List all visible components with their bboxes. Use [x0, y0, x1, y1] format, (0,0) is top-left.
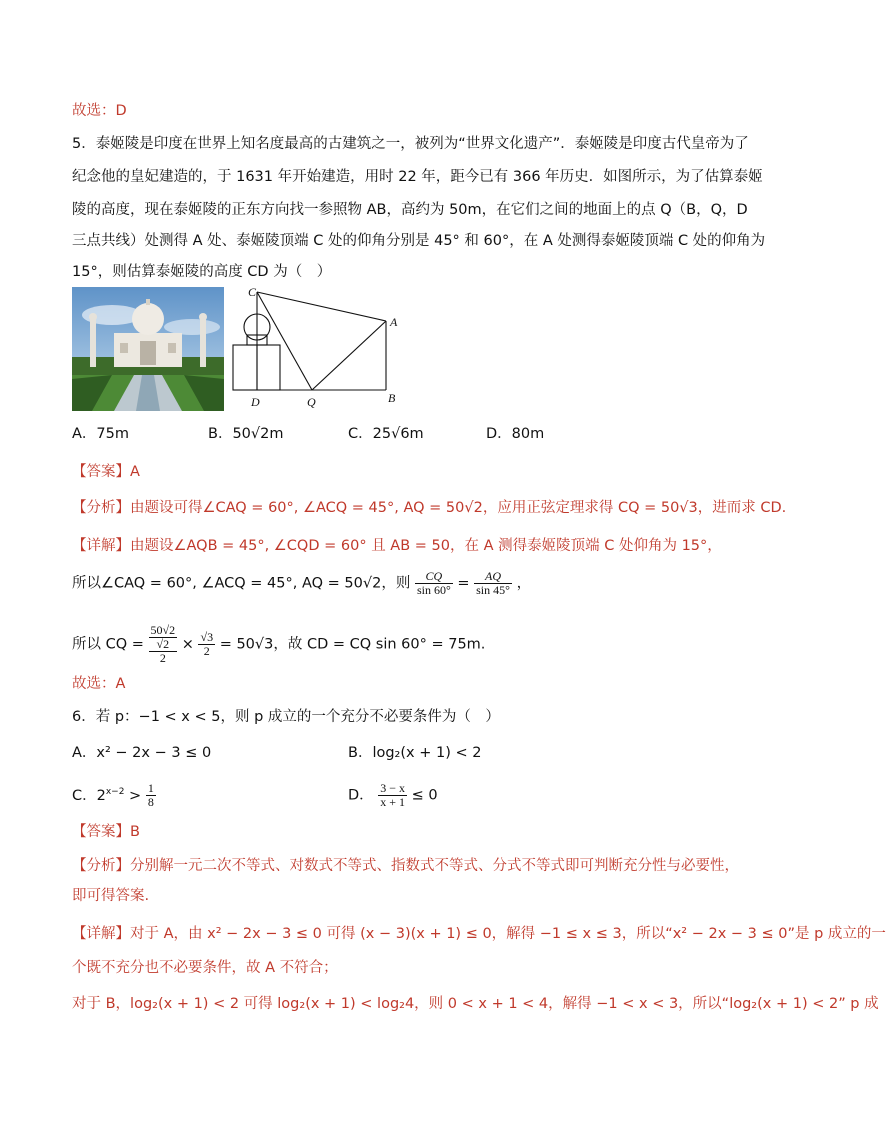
q5-option-c: C．25√6m — [348, 426, 424, 442]
fraction-aq-sin45: $\frac{AQ}{\sin 45^\circ}$ — [476, 569, 510, 597]
label-c: C — [248, 285, 257, 299]
q6-option-d: D． $\frac{3 - x}{x + 1}$ ≤ 0 — [348, 781, 438, 809]
detail-text: 由题设∠AQB = 45°, ∠CQD = 60° 且 AB = 50，在 A 测得泰姬陵顶端 C 处仰角为 15°， — [130, 538, 722, 554]
prev-answer: 故选：D — [72, 103, 127, 119]
q5-line4: 三点共线）处测得 A 处、泰姬陵顶端 C 处的仰角分别是 45° 和 60°，在 A 处测得泰姬陵顶端 C 处的仰角为 — [72, 233, 766, 249]
q5-line3: 陵的高度，现在泰姬陵的正东方向找一参照物 AB，高约为 50m，在它们之间的地面上的点 Q（B，Q，D — [72, 202, 748, 218]
segment-ca — [257, 292, 386, 321]
q6-option-c: C．$2^{x-2}$ > $\frac{1}{8}$ — [72, 781, 154, 810]
q5-line5: 15°，则估算泰姬陵的高度 CD 为（ ） — [72, 264, 332, 280]
q6-option-a: A．x² − 2x − 3 ≤ 0 — [72, 745, 212, 761]
q6-detail-line1: 【详解】对于 A，由 x² − 2x − 3 ≤ 0 可得 (x − 3)(x + 1) ≤ 0，解得 −1 ≤ x ≤ 3，所以“x² − 2x − 3 ≤ 0”是 p 成立的一 — [72, 926, 886, 942]
q6-stem: 6．若 p：−1 < x < 5，则 p 成立的一个充分不必要条件为（ ） — [72, 709, 500, 725]
q6-detail-line2: 个既不充分也不必要条件，故 A 不符合； — [72, 960, 338, 976]
q6-answer-line: 【答案】B — [72, 824, 140, 840]
q6-analysis-line1: 【分析】分别解一元二次不等式、对数式不等式、指数式不等式、分式不等式即可判断充分性与必要性， — [72, 858, 739, 874]
q5-option-a: A．75m — [72, 426, 129, 442]
q5-line1: 5．泰姬陵是印度在世界上知名度最高的古建筑之一，被列为“世界文化遗产”．泰姬陵是印度古代皇帝为了 — [72, 136, 749, 152]
label-a: A — [390, 315, 398, 329]
geometry-diagram — [230, 284, 405, 412]
detail3-post: = 50√3，故 CD = CQ sin 60° = 75m. — [219, 636, 486, 653]
q5-line2: 纪念他的皇妃建造的，于 1631 年开始建造，用时 22 年，距今已有 366 年历史．如图所示，为了估算泰姬 — [72, 169, 763, 185]
analysis-tag: 【分析】 — [72, 500, 130, 516]
label-b: B — [388, 391, 396, 405]
q6-analysis-line2: 即可得答案. — [72, 888, 150, 904]
q6-answer-value: B — [130, 824, 140, 840]
detail3-pre: 所以 CQ = — [72, 636, 144, 653]
answer-tag: 【答案】 — [72, 464, 130, 480]
detail2-pre: 所以∠CAQ = 60°, ∠ACQ = 45°, AQ = 50√2，则 — [72, 575, 411, 592]
q5-option-d: D．80m — [486, 426, 545, 442]
q6-option-b: B．log₂(x + 1) < 2 — [348, 745, 482, 761]
q5-detail-line1 — [72, 536, 724, 556]
answer-value: A — [130, 464, 140, 480]
q5-analysis-line — [72, 498, 787, 518]
q5-option-b: B．50√2m — [208, 426, 284, 442]
q6-detail-line3: 对于 B，log₂(x + 1) < 2 可得 log₂(x + 1) < log₂4，则 0 < x + 1 < 4，解得 −1 < x < 3，所以“log₂(x + 1) < 2” p 成 — [72, 996, 879, 1012]
segment-qa — [312, 321, 386, 390]
fraction-sqrt3-2: $\frac{√3}{2}$ — [200, 630, 214, 658]
q5-final-answer: 故选：A — [72, 676, 126, 692]
fraction-cq-sin60: $\frac{CQ}{\sin 60^\circ}$ — [416, 569, 451, 597]
taj-mahal-photo — [72, 287, 224, 411]
label-d: D — [251, 395, 260, 409]
analysis-text: 由题设可得∠CAQ = 60°, ∠ACQ = 45°, AQ = 50√2，应用正弦定理求得 CQ = 50√3，进而求 CD. — [130, 500, 787, 516]
segment-cq — [257, 292, 312, 390]
label-q: Q — [307, 395, 316, 409]
q5-detail-line3: 所以 CQ = 50√2 √2 2 × $\frac{√3}{2}$ = 50√3，故 CD = CQ sin 60° = 75m. — [72, 623, 486, 665]
q5-answer-line — [72, 462, 724, 482]
detail-tag: 【详解】 — [72, 538, 130, 554]
q5-detail-line2: 所以∠CAQ = 60°, ∠ACQ = 45°, AQ = 50√2，则 $\frac{CQ}{\sin 60^\circ}$ = $\frac{AQ}{\sin 45^\circ}$ ， — [72, 569, 532, 597]
fraction-compound: 50√2 √2 2 — [150, 623, 176, 665]
